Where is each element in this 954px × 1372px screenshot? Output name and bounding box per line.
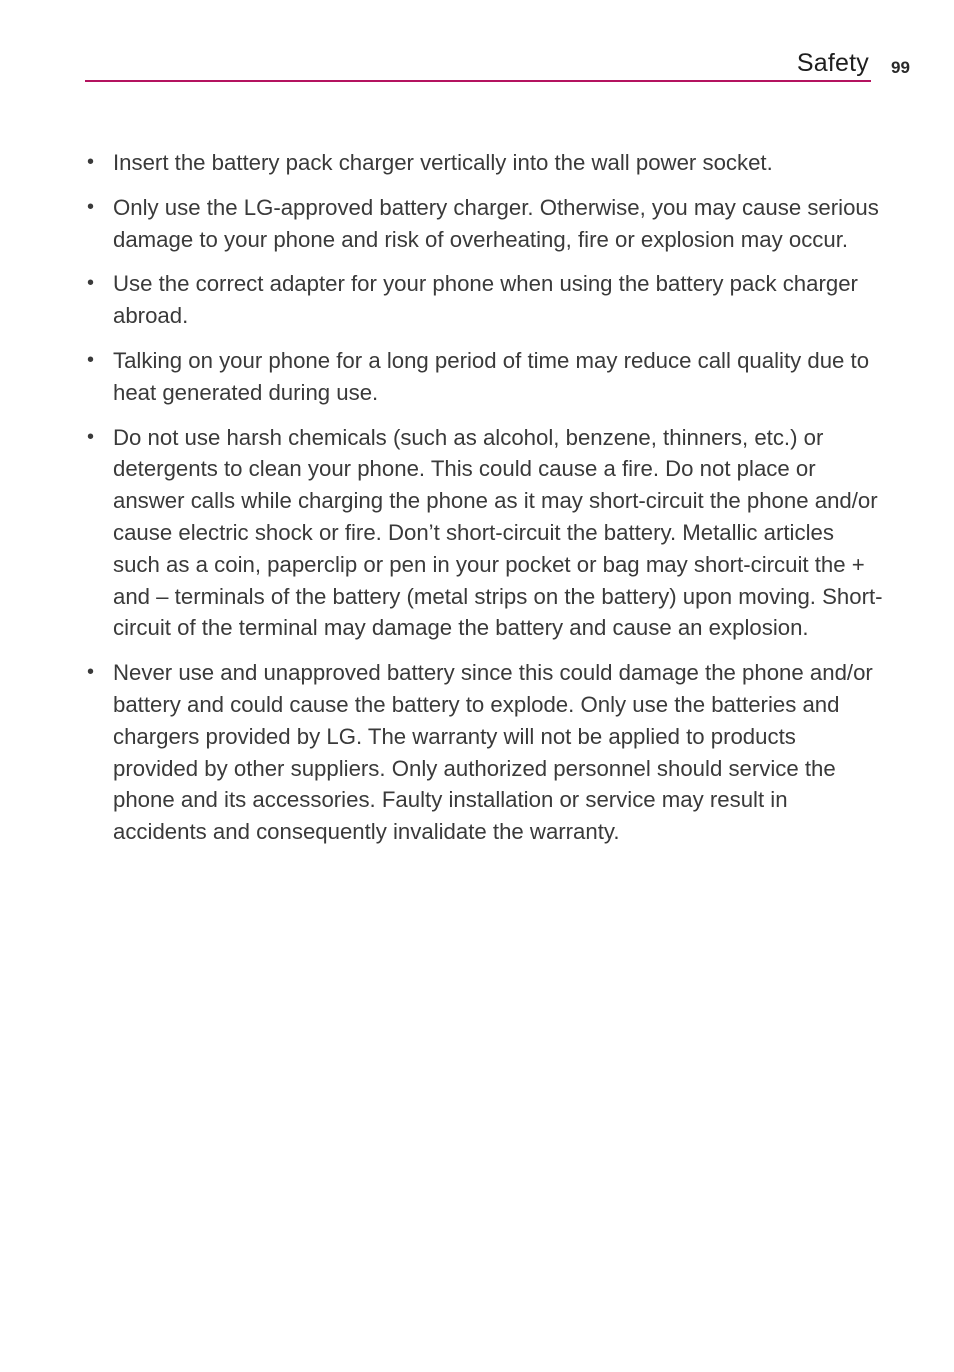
list-item [85,147,885,179]
list-item-text: Only use the LG-approved battery charger. Otherwise, you may cause serious damage to your phone and risk of overheating, fire or explosion may occur. [113,194,879,252]
list-item [85,345,885,409]
list-item [85,268,885,332]
list-item-text: Do not use harsh chemicals (such as alcohol, benzene, thinners, etc.) or detergents to clean your phone. This could cause a fire. Do not place or answer calls while charging the phone as it may short-circuit the phone and/or cause electric shock or fire. Don’t short-circuit the battery. Metallic articles such as a coin, paperclip or pen in your pocket or bag may short-circuit the + and – terminals of the battery (metal strips on the battery) upon moving. Short-circuit of the terminal may damage the battery and cause an explosion. [113,424,883,641]
bullet-icon: • [87,151,95,173]
list-item-text: Use the correct adapter for your phone when using the battery pack charger abroad. [113,271,858,329]
list-item-text: Talking on your phone for a long period of time may reduce call quality due to heat generated during use. [113,347,870,405]
header-rule [85,80,871,82]
list-item-text: Insert the battery pack charger vertically into the wall power socket. [113,150,773,175]
bullet-icon: • [87,348,95,371]
bullet-icon: • [87,195,95,218]
bullet-icon: • [87,272,95,295]
section-title: Safety [796,49,869,77]
list-item [85,657,885,848]
list-item [85,422,885,645]
bullet-list [85,147,885,861]
page-header [85,48,871,82]
list-item [85,192,885,256]
list-item-text: Never use and unapproved battery since this could damage the phone and/or battery and could cause the battery to explode. Only use the batteries and chargers provided by LG. The warranty will not be applied to products provided by other suppliers. Only authorized personnel should service the phone and its accessories. Faulty installation or service may result in accidents and consequently invalidate the warranty. [113,660,873,845]
bullet-icon: • [87,425,95,448]
bullet-icon: • [87,661,95,684]
page-number: 99 [891,58,910,77]
